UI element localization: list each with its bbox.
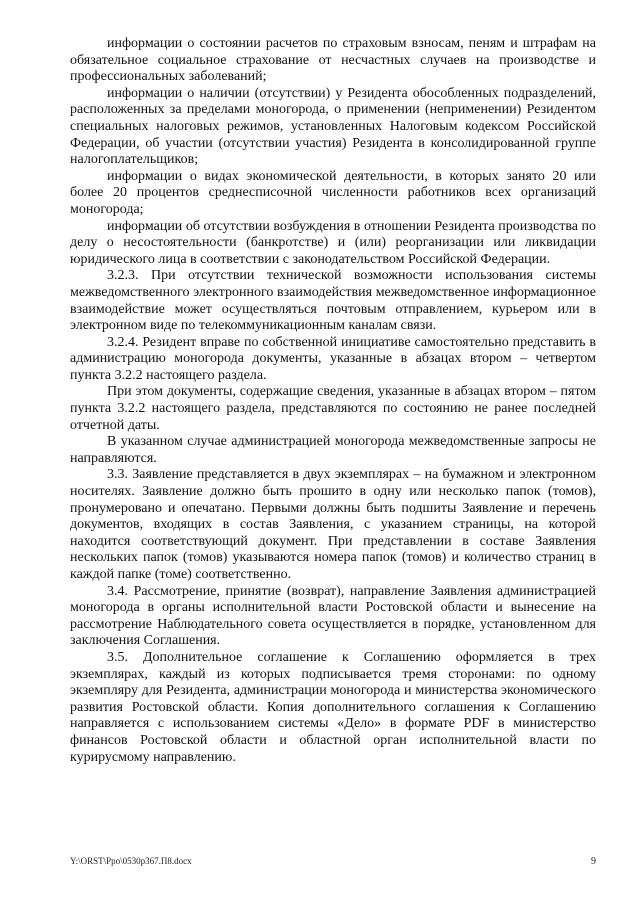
paragraph: 3.5. Дополнительное соглашение к Соглашению оформляется в трех экземплярах, каждый из которых подписывается тремя сторонами: по одному экземпляру для Резидента, администрации моногорода и министерства экономического развития Ростовской области. Копия дополнительного соглашения к Соглашению направляется с использованием системы «Дело» в формате PDF в министерство финансов Ростовской области и областной орган исполнительной власти по курирусмому направлению. xyxy=(70,649,596,765)
paragraph: 3.2.4. Резидент вправе по собственной инициативе самостоятельно представить в администрацию моногорода документы, указанные в абзацах втором – четвертом пункта 3.2.2 настоящего раздела. xyxy=(70,334,596,383)
paragraph: При этом документы, содержащие сведения, указанные в абзацах втором – пятом пункта 3.2.2 настоящего раздела, представляются по состоянию не ранее последней отчетной даты. xyxy=(70,384,596,433)
page-number: 9 xyxy=(591,856,596,867)
paragraph: информации об отсутствии возбуждения в отношении Резидента производства по делу о несостоятельности (банкротстве) и (или) реорганизации или ликвидации юридического лица в соответствии с законодательством Российской Федерации. xyxy=(70,218,596,267)
document-body xyxy=(70,36,596,766)
paragraph: В указанном случае администрацией моногорода межведомственные запросы не направляются. xyxy=(70,434,596,466)
paragraph: информации о видах экономической деятельности, в которых занято 20 или более 20 процентов среднесписочной численности работников всех организаций моногорода; xyxy=(70,168,596,217)
paragraph: информации о состоянии расчетов по страховым взносам, пеням и штрафам на обязательное социальное страхование от несчастных случаев на производстве и профессиональных заболеваний; xyxy=(70,36,596,85)
paragraph: 3.2.3. При отсутствии технической возможности использования системы межведомственного электронного взаимодействия межведомственное информационное взаимодействие может осуществляться почтовым отправлением, курьером или в электронном виде по телекоммуникационным каналам связи. xyxy=(70,268,596,334)
file-path: Y:\ORST\Ppo\0530p367.П8.docx xyxy=(70,856,192,866)
paragraph: информации о наличии (отсутствии) у Резидента обособленных подразделений, расположенных за пределами моногорода, о применении (неприменении) Резидентом специальных налоговых режимов, установленных Налоговым кодексом Российской Федерации, об участии (отсутствии участия) Резидента в консолидированной группе налогоплательщиков; xyxy=(70,85,596,168)
paragraph: 3.4. Рассмотрение, принятие (возврат), направление Заявления администрацией моногорода в органы исполнительной власти Ростовской области и вынесение на рассмотрение Наблюдательного совета осуществляется в порядке, установленном для заключения Соглашения. xyxy=(70,583,596,649)
paragraph: 3.3. Заявление представляется в двух экземплярах – на бумажном и электронном носителях. Заявление должно быть прошито в одну или несколько папок (томов), пронумеровано и опечатано. Первыми должны быть подшиты Заявление и перечень документов, входящих в состав Заявления, с указанием страницы, на которой находится соответствующий документ. При представлении в составе Заявления нескольких папок (томов) указываются номера папок (томов) и количество страниц в каждой папке (томе) соответственно. xyxy=(70,467,596,582)
